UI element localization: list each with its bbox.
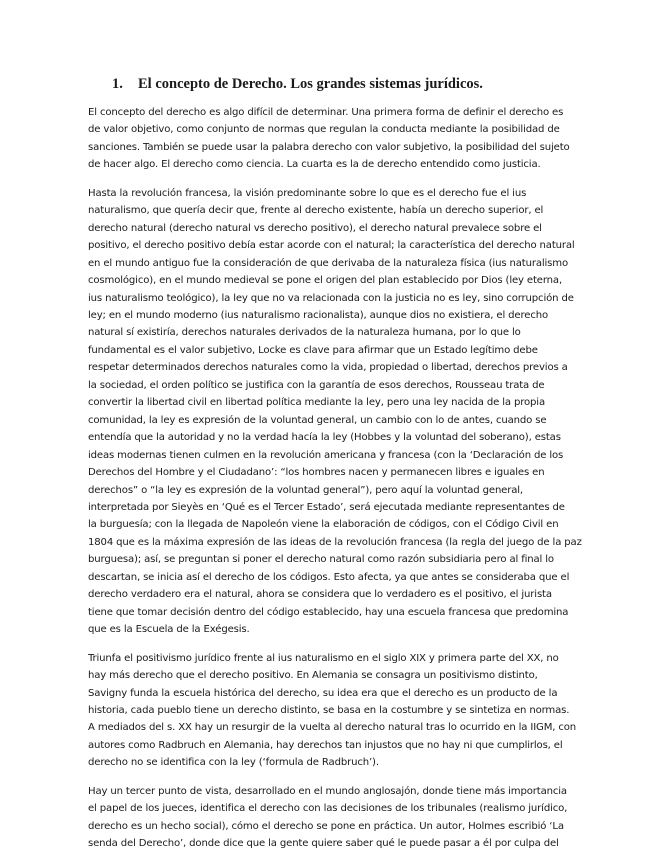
text-line: descartan, se inicia así el derecho de los códigos. Esto afecta, ya que antes se consideraba que el (88, 571, 570, 583)
text-line: burguesa); así, se preguntan si poner el derecho natural como razón subsidiaria pero al final lo (88, 554, 554, 566)
text-line: positivo, el derecho positivo debía estar acorde con el natural; la característica del derecho natural (88, 240, 575, 252)
text-line: la burguesía; con la llegada de Napoleón viene la elaboración de códigos, con el Código Civil en (88, 519, 559, 531)
text-line: senda del Derecho’, donde dice que la gente quiere saber qué le puede pasar a él por culpa del (88, 838, 559, 850)
text-line: cosmológico), en el mundo medieval se pone el origen del plan establecido por Dios (ley eterna, (88, 275, 563, 287)
text-line: derecho no se identifica con la ley (‘formula de Radbruch’). (88, 757, 379, 769)
text-line: ius naturalismo teológico), la ley que no va relacionada con la justicia no es ley, sino corrupción de (88, 292, 574, 304)
paragraph (88, 650, 577, 772)
text-line: en el mundo antiguo fue la consideración de que derivaba de la naturaleza física (ius naturalismo (88, 257, 568, 269)
text-line: Hasta la revolución francesa, la visión predominante sobre lo que es el derecho fue el ius (88, 187, 527, 199)
text-line: ideas modernas tienen culmen en la revolución americana y francesa (con la ‘Declaración de los (88, 449, 564, 461)
text-line: sanciones. También se puede usar la palabra derecho con valor subjetivo, la posibilidad del sujeto (88, 141, 570, 153)
text-line: autores como Radbruch en Alemania, hay derechos tan injustos que no hay ni que cumplirlos, el (88, 739, 563, 751)
text-line: ley; en el mundo moderno (ius naturalismo racionalista), aunque dios no existiera, el derecho (88, 309, 548, 321)
text-line: Savigny funda la escuela histórica del derecho, su idea era que el derecho es un producto de la (88, 687, 558, 699)
text-line: El concepto del derecho es algo difícil de determinar. Una primera forma de definir el derecho es (88, 107, 564, 118)
document-body (88, 104, 582, 864)
text-line: que es la Escuela de la Exégesis. (88, 624, 250, 636)
text-line: natural sí existiría, derechos naturales derivados de la naturaleza humana, por lo que lo (88, 327, 521, 339)
section-title: El concepto de Derecho. Los grandes sistemas jurídicos. (138, 76, 483, 92)
text-line: derecho verdadero era el natural, ahora se considera que lo verdadero es el positivo, el jurista (88, 589, 552, 601)
text-line: interpretada por Sieyès en ‘Qué es el Tercer Estado’, será ejecutada mediante representantes de (88, 501, 565, 513)
paragraph (88, 185, 582, 639)
text-line: tiene que tomar decisión dentro del código establecido, hay una escuela francesa que predomina (88, 606, 569, 618)
text-line: el papel de los jueces, identifica el derecho con las decisiones de los tribunales (realismo jurídico, (88, 803, 568, 815)
text-line: derecho es un hecho social), cómo el derecho se pone en práctica. Un autor, Holmes escribió ‘La (88, 820, 564, 832)
text-line: comunidad, la ley es expresión de la voluntad general, un cambio con lo de antes, cuando se (88, 414, 547, 426)
text-line: respetar determinados derechos naturales como la vida, propiedad o libertad, derechos previos a (88, 362, 568, 374)
text-line: historia, cada pueblo tiene un derecho distinto, se basa en la costumbre y se sintetiza en normas. (88, 704, 570, 716)
section-number: 1. (112, 76, 123, 92)
text-line: convertir la libertad civil en libertad política mediante la ley, pero una ley nacida de la propia (88, 397, 546, 409)
text-line: A mediados del s. XX hay un resurgir de la vuelta al derecho natural tras lo ocurrido en la IIGM, con (88, 722, 577, 734)
text-line: Derechos del Hombre y el Ciudadano’: “los hombres nacen y permanecen libres e iguales en (88, 467, 545, 479)
text-line: hay más derecho que el derecho positivo. En Alemania se consagra un positivismo distinto, (88, 670, 538, 682)
paragraph (88, 104, 570, 174)
text-line: 1804 que es la máxima expresión de las ideas de la revolución francesa (la regla del juego de la paz (88, 536, 582, 548)
text-line: fundamental es el valor subjetivo, Locke es clave para afirmar que un Estado legítimo debe (88, 344, 538, 356)
text-line: derecho natural (derecho natural vs derecho positivo), el derecho natural prevalece sobre el (88, 222, 542, 234)
section-heading (112, 76, 592, 93)
text-line: la sociedad, el orden político se justifica con la garantía de esos derechos, Rousseau trata de (88, 379, 545, 391)
text-line: naturalismo, que quería decir que, frente al derecho existente, había un derecho superior, el (88, 205, 544, 217)
text-line: de valor objetivo, como conjunto de normas que regulan la conducta mediante la posibilidad de (88, 124, 560, 136)
text-line: Hay un tercer punto de vista, desarrollado en el mundo anglosajón, donde tiene más importancia (88, 785, 567, 797)
text-line: derechos” o “la ley es expresión de la voluntad general”), pero aquí la voluntad general, (88, 484, 523, 496)
text-line: entendía que la autoridad y no la verdad hacía la ley (Hobbes y la voluntad del soberano), estas (88, 432, 561, 444)
paragraph (88, 783, 566, 853)
text-line: de hacer algo. El derecho como ciencia. La cuarta es la de derecho entendido como justicia. (88, 159, 541, 171)
text-line: Triunfa el positivismo jurídico frente al ius naturalismo en el siglo XIX y primera parte del XX, no (88, 652, 559, 664)
